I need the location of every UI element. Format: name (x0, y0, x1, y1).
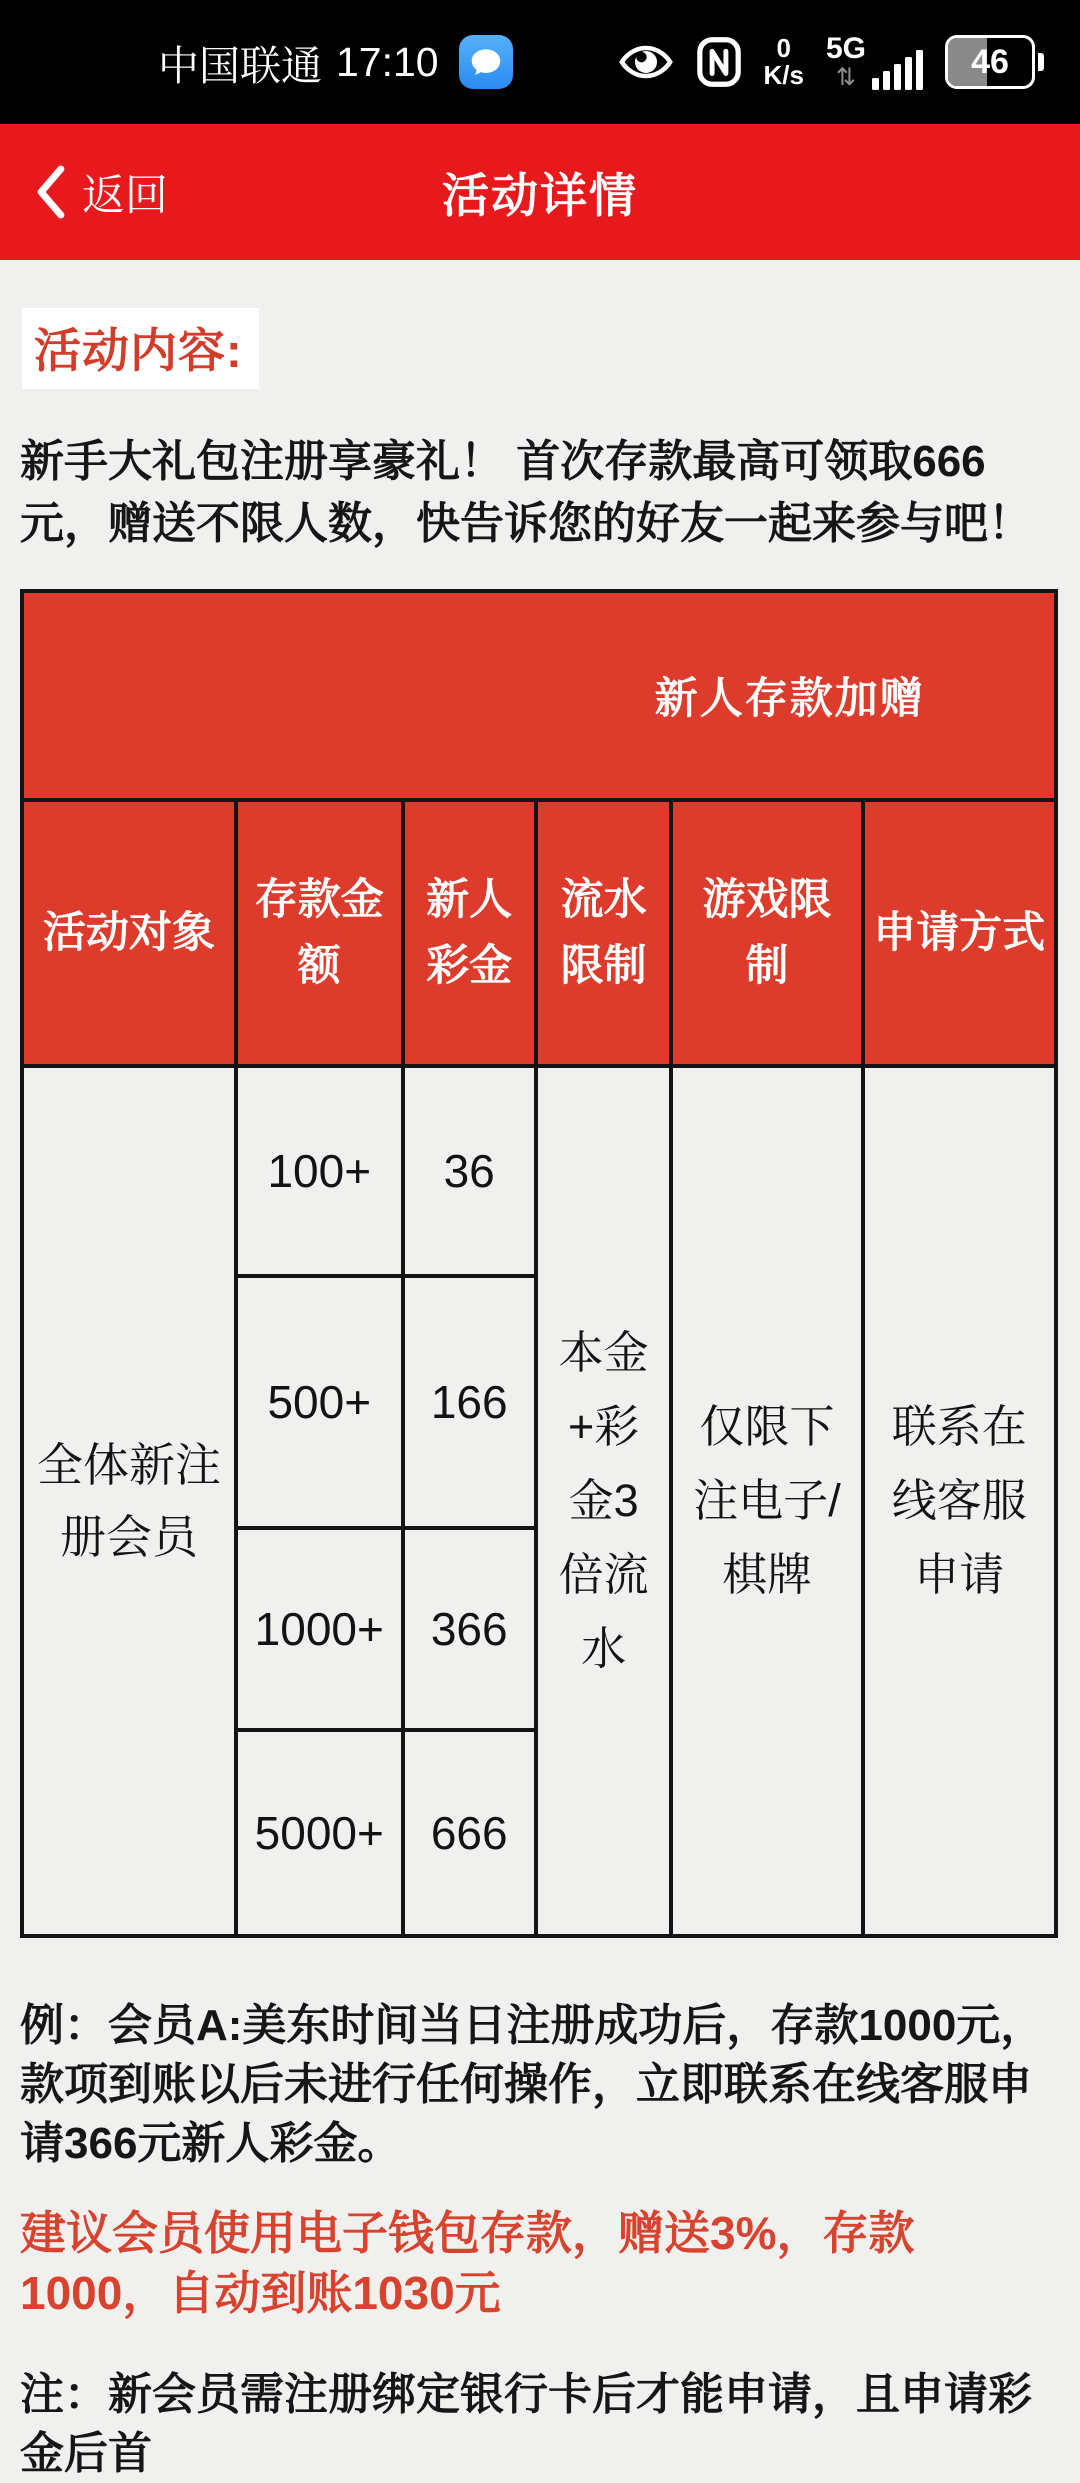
apply-method-cell: 联系在线客服申请 (863, 1066, 1056, 1936)
col-header-apply: 申请方式 (863, 800, 1056, 1066)
messages-icon (459, 35, 513, 89)
app-header (0, 124, 1080, 260)
col-header-game-limit: 游戏限制 (671, 800, 862, 1066)
bonus-cell: 166 (403, 1276, 536, 1528)
eye-comfort-icon (618, 40, 674, 84)
battery-nub (1038, 53, 1044, 71)
page-title: 活动详情 (442, 168, 638, 222)
table-banner-cell: 新人存款加赠 (22, 591, 1056, 800)
suggestion-paragraph: 建议会员使用电子钱包存款，赠送3%，存款1000，自动到账1030元 (20, 2207, 915, 2319)
bonus-cell: 366 (403, 1528, 536, 1730)
bonus-cell: 666 (403, 1730, 536, 1936)
promo-table (20, 589, 1058, 1938)
chat-bubble-glyph (467, 43, 505, 81)
signal-cluster (826, 34, 923, 90)
clock: 17:10 (336, 38, 439, 85)
intro-paragraph: 新手大礼包注册享豪礼！ 首次存款最高可领取666元，赠送不限人数，快告诉您的好友一起来参与吧！ (20, 437, 1032, 548)
data-arrows-icon: ⇅ (835, 64, 857, 91)
audience-cell: 全体新注册会员 (22, 1066, 236, 1936)
network-speed (764, 35, 804, 89)
note-paragraph: 注：新会员需注册绑定银行卡后才能申请，且申请彩金后首 (20, 2370, 1032, 2478)
deposit-cell: 100+ (236, 1066, 402, 1276)
back-label: 返回 (82, 171, 168, 220)
battery-body (945, 35, 1035, 89)
status-right-cluster (618, 34, 1045, 90)
speed-unit: K/s (763, 60, 804, 90)
section-heading: 活动内容: (22, 308, 259, 389)
col-header-deposit: 存款金额 (236, 800, 402, 1066)
nfc-icon (696, 35, 742, 89)
col-header-bonus: 新人彩金 (403, 800, 536, 1066)
content-area (0, 260, 1080, 2483)
signal-bars-icon (872, 50, 923, 90)
carrier-label: 中国联通 (158, 42, 322, 89)
back-button[interactable] (34, 124, 168, 260)
battery-indicator (945, 35, 1044, 89)
deposit-cell: 5000+ (236, 1730, 402, 1936)
status-left-cluster (158, 33, 513, 92)
network-type-label: 5G (825, 32, 866, 65)
col-header-turnover: 流水限制 (536, 800, 671, 1066)
turnover-limit-cell: 本金+彩金3倍流水 (536, 1066, 671, 1936)
deposit-cell: 500+ (236, 1276, 402, 1528)
col-header-audience: 活动对象 (22, 800, 236, 1066)
deposit-cell: 1000+ (236, 1528, 402, 1730)
table-row (22, 1066, 1056, 1276)
bonus-cell: 36 (403, 1066, 536, 1276)
status-bar (0, 0, 1080, 124)
table-header-row (22, 800, 1056, 1066)
speed-value: 0 (776, 33, 791, 63)
table-banner-row (22, 591, 1056, 800)
game-limit-cell: 仅限下注电子/棋牌 (671, 1066, 862, 1936)
back-chevron-icon (34, 164, 68, 220)
battery-percent: 46 (971, 42, 1009, 81)
example-paragraph: 例：会员A:美东时间当日注册成功后，存款1000元，款项到账以后未进行任何操作，立即联系在线客服申请366元新人彩金。 (20, 2001, 1045, 2168)
